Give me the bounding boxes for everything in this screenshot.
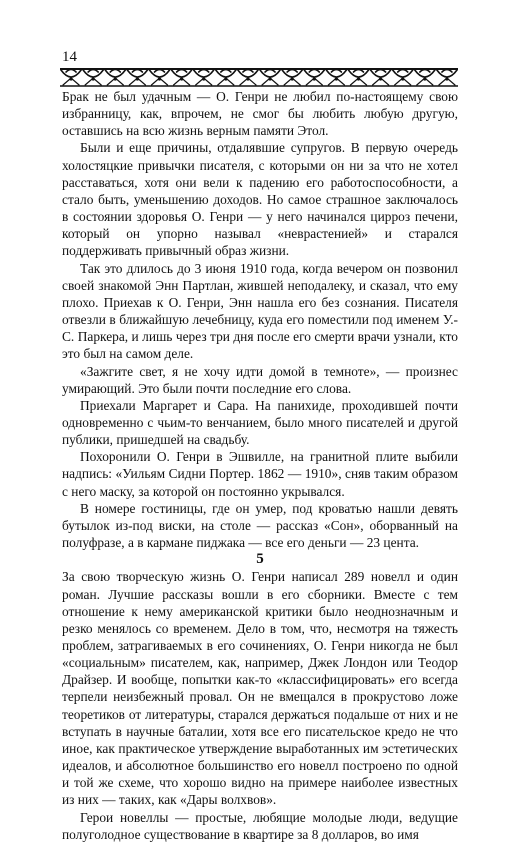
paragraphs-before bbox=[62, 88, 458, 551]
paragraphs-after bbox=[62, 568, 458, 843]
paragraph: За свою творческую жизнь О. Генри написал 289 новелл и один роман. Лучшие рассказы вошли в его сборники. Вместе с тем отношение к нему американской критики было неоднозначным и резко менялось со временем. Дело в том, что, несмотря на тяжесть проблем, затрагиваемых в его сочинениях, О. Генри никогда не был «социальным» писателем, как, например, Джек Лондон или Теодор Драйзер. И вообще, попытки как-то «классифицировать» его всегда терпели неизбежный провал. Он не вмещался в прокрустово ложе теоретиков от литературы, старался держаться подальше от них и не вступать в научные баталии, хотя все его писательское кредо не что иное, как практическое утверждение выработанных им эстетических идеалов, и абсолютное большинство его новелл построено по одной и той же схеме, что хорошо видно на примере наиболее известных из них — таких, как «Дары волхвов». bbox=[62, 569, 458, 808]
paragraph: Похоронили О. Генри в Эшвилле, на гранитной плите выбили надпись: «Уильям Сидни Портер. 1862 — 1910», сняв таким образом с него маску, за которой он постоянно укрывался. bbox=[62, 449, 458, 499]
paragraph: Были и еще причины, отдалявшие супругов. В первую очередь холостяцкие привычки писателя, с которыми он ни за что не хотел расставаться, хотя они вели к падению его работоспособности, а стало быть, уменьшению доходов. Но самое страшное заключалось в состоянии здоровья О. Генри — у него начинался цирроз печени, который он упорно называл «неврастенией» и старался поддерживать привычный образ жизни. bbox=[62, 140, 458, 259]
section-number: 5 bbox=[256, 551, 264, 568]
paragraph: В номере гостиницы, где он умер, под кроватью нашли девять бутылок из-под виски, на столе — рассказ «Сон», оборванный на полуфразе, а в кармане пиджака — все его деньги — 23 цента. bbox=[62, 500, 458, 551]
paragraph: «Зажгите свет, я не хочу идти домой в темноте», — произнес умирающий. Это были почти последние его слова. bbox=[62, 363, 458, 396]
paragraph: Герои новеллы — простые, любящие молодые люди, ведущие полуголодное существование в квартире за 8 долларов, во имя bbox=[62, 809, 458, 842]
page-number: 14 bbox=[62, 49, 77, 65]
paragraph: Брак не был удачным — О. Генри не любил по-настоящему свою избранницу, как, впрочем, не смог бы любить любую другую, оставшись на всю жизнь верным памяти Этол. bbox=[62, 89, 458, 139]
paragraph: Приехали Маргарет и Сара. На панихиде, проходившей почти одновременно с чьим-то венчанием, было много писателей и другой публики, пришедшей на свадьбу. bbox=[62, 397, 458, 448]
body-text bbox=[62, 88, 458, 843]
paragraph: Так это длилось до 3 июня 1910 года, когда вечером он позвонил своей знакомой Энн Партлан, жившей неподалеку, и сказал, что ему плохо. Приехав к О. Генри, Энн нашла его без сознания. Писателя отвезли в ближайшую лечебницу, куда его поместили под именем У.-С. Паркера, и лишь через три дня после его смерти врачи узнали, кто это был на самом деле. bbox=[62, 260, 458, 362]
